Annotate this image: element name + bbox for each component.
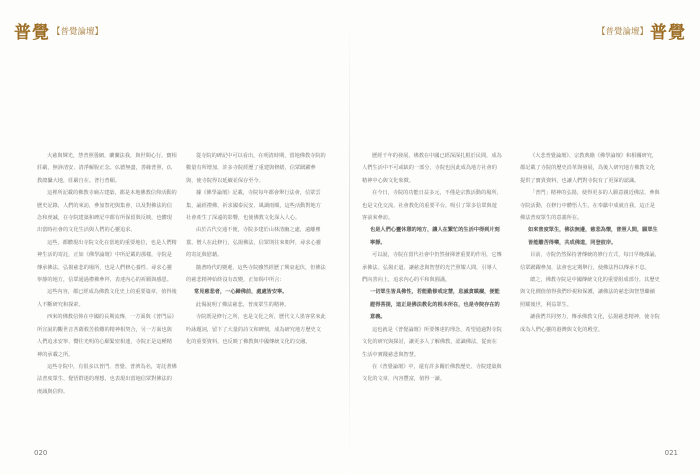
body-paragraph: 歷經千年的發展，佛教在中國已經深深扎根於民間，成為人們生活中不可或缺的一部分，寺院也因此成為地方社會的精神中心與文化象徵。 <box>362 153 502 184</box>
right-column-1 <box>362 150 502 386</box>
body-paragraph: 《大悲普覺論壇》、宗教典籍《佛學論壇》和相關研究，都記載了寺院的歷史沿革與發展，為後人研究地方佛教文化提供了寶貴資料，也讓人們對寺院有了更深的認識。 <box>520 153 658 184</box>
right-page-header <box>597 18 686 43</box>
body-paragraph: 這也就是《普覺論壇》所要傳達的理念，希望通過對寺院文化的研究與探討，讓更多人了解佛教，認識佛法，從而在生活中實踐慈悲與智慧。 <box>362 326 502 358</box>
verse-paragraph: 常見慈悲者，一心歸佛前，處處皆安寧。 <box>194 289 288 296</box>
body-paragraph: 這些內容，都已經成為佛教文化史上的重要篇章，值得後人不斷研究和探索。 <box>37 289 177 308</box>
verse-paragraph: 也是人們心靈休憩的地方，讓人在繁忙的生活中得到片刻寧靜。 <box>370 227 500 246</box>
right-column-2 <box>520 150 660 336</box>
body-paragraph: 寺院既是修行之所，也是文化之所，歷代文人墨客常來此吟詠題詞，留下了大量的詩文和碑刻，成為研究地方歷史文化的重要資料，也反映了佛教與中國傳統文化的交融。 <box>186 314 326 346</box>
body-paragraph: 隨著時代的變遷，這些寺院雖然經歷了興衰起伏，但佛法的慈悲精神始終沒有改變，正如偈中所言： <box>186 264 326 284</box>
left-column-2 <box>186 150 326 349</box>
body-paragraph: 據《佛學論壇》記載，寺院每年都會舉行法會，信眾雲集，誦經禮佛，祈求國泰民安、風調雨順，這些活動對地方社會產生了深遠的影響，也使佛教文化深入人心。 <box>186 190 321 222</box>
magazine-logo: 普覺 <box>650 23 686 43</box>
body-paragraph: 在《普覺論壇》中，還有許多關於佛教歷史、寺院建築與文化的文章，內容豐富，值得一讀。 <box>362 363 502 383</box>
body-paragraph: 西來的佛教信仰在中國的長期流傳，一方面與《普門品》所宣說的觀世音菩薩救苦救難的精神相契合，另一方面也與人們追求安寧、嚮往光明的心願緊密相連，寺院正是這種精神的承載之所。 <box>37 314 177 358</box>
right-page <box>350 0 700 475</box>
body-paragraph: 此偈說明了佛法慈悲，普度眾生的精神。 <box>196 301 290 308</box>
page-number-right: 021 <box>664 449 678 457</box>
left-column-1 <box>37 150 177 398</box>
verse-paragraph: 如來普度眾生，佛法無邊，慈悲為懷，普照人間，願眾生皆能離苦得樂，共成佛道，同登彼岸。 <box>528 227 658 246</box>
body-paragraph: 讓我們共同努力，傳承佛教文化，弘揚慈悲精神，使寺院成為人們心靈的港灣與文化的殿堂。 <box>520 314 660 333</box>
body-paragraph: 這些，都體現出寺院文化在當地的重要地位，也是人們精神生活的寄託，正如《佛學論壇》中所記載的那樣，寺院是傳承佛法、弘揚慈悲的場所，也是人們修心養性、尋求心靈寧靜的地方，信眾通過禮佛參拜，表達內心的祈願與感恩。 <box>37 239 177 284</box>
body-paragraph: 由於古代交通不便，寺院多建於山林清幽之處，遠離塵囂，僧人在此修行，弘揚佛法，信眾則往來朝拜，尋求心靈的寄託與慰藉。 <box>186 227 321 259</box>
body-paragraph: 在今日，寺院的功能日益多元，不僅是宗教活動的場所，也是文化交流、社會教化的重要平台，吸引了眾多信眾與遊客前來參訪。 <box>362 190 502 222</box>
body-paragraph: 這些寺院中，有很多以普門、普覺、普濟為名，寄託著佛法普度眾生、覺悟群迷的理想，也表現出當地信眾對佛法的虔誠與信仰。 <box>37 363 177 395</box>
body-paragraph: 大慈與輝光，慧普照曇網，蘭蘭法我，與世間心行。寶相莊嚴，無諍清安、清淨解脫正念。仏德無盡，善緣普照，仏教總攝大地，莊嚴自在。普行普願。 <box>37 153 177 184</box>
page-number-left: 020 <box>34 449 48 457</box>
verse-paragraph: 一切眾生皆具佛性，若能勤修戒定慧，息滅貪瞋癡，便能證得菩提，這正是佛法教化的根本所在，也是寺院存在的意義。 <box>370 289 500 321</box>
magazine-logo: 普覺 <box>14 23 50 43</box>
body-paragraph: 這裡所記載的佛教寺廟古建築，都是本地佛教信仰活動的歷史記錄，人們的來訪，參加祭祀與集會，以及對佛法的信念和虔誠，在寺院建築和碑記中都有所保留與反映，也體現出當時社會的文化生活與人們的心靈追求。 <box>37 190 177 234</box>
body-paragraph: 「普門」精神的弘揚，使得更多的人願意親近佛法，參與寺院活動，在修行中體悟人生，在奉獻中成就自我，這正是佛法普度眾生的意義所在。 <box>520 190 660 222</box>
body-paragraph: 目前，寺院仍然保持著傳統的修行方式，每日早晚課誦，信眾踴躍參加，法會也定期舉行，使佛法得以傳承不息。 <box>520 252 660 271</box>
body-paragraph: 總之，佛教寺院是中國傳統文化的重要組成部分，其歷史與文化價值值得我們珍視和保護，讓佛法的慈悲與智慧繼續照耀後世，利益眾生。 <box>520 277 660 308</box>
left-page-header <box>14 18 103 43</box>
body-paragraph: 可以說，寺院在當代社會中仍然發揮著重要的作用，它傳承佛法、弘揚正道，讓慈悲與智慧的光芒照耀人間，引導人們向善向上，追求內心的平和與圓滿。 <box>362 252 502 284</box>
section-tag: 【普覺論壇】 <box>596 26 648 37</box>
body-paragraph: 從寺院的碑記中可以看出，在明清時期，當地佛教寺院的數量有所增加，許多寺院經歷了重建與修繕，信眾踴躍參與，使寺院得以延續並保存至今。 <box>186 153 326 184</box>
section-tag: 【普覺論壇】 <box>52 26 104 37</box>
